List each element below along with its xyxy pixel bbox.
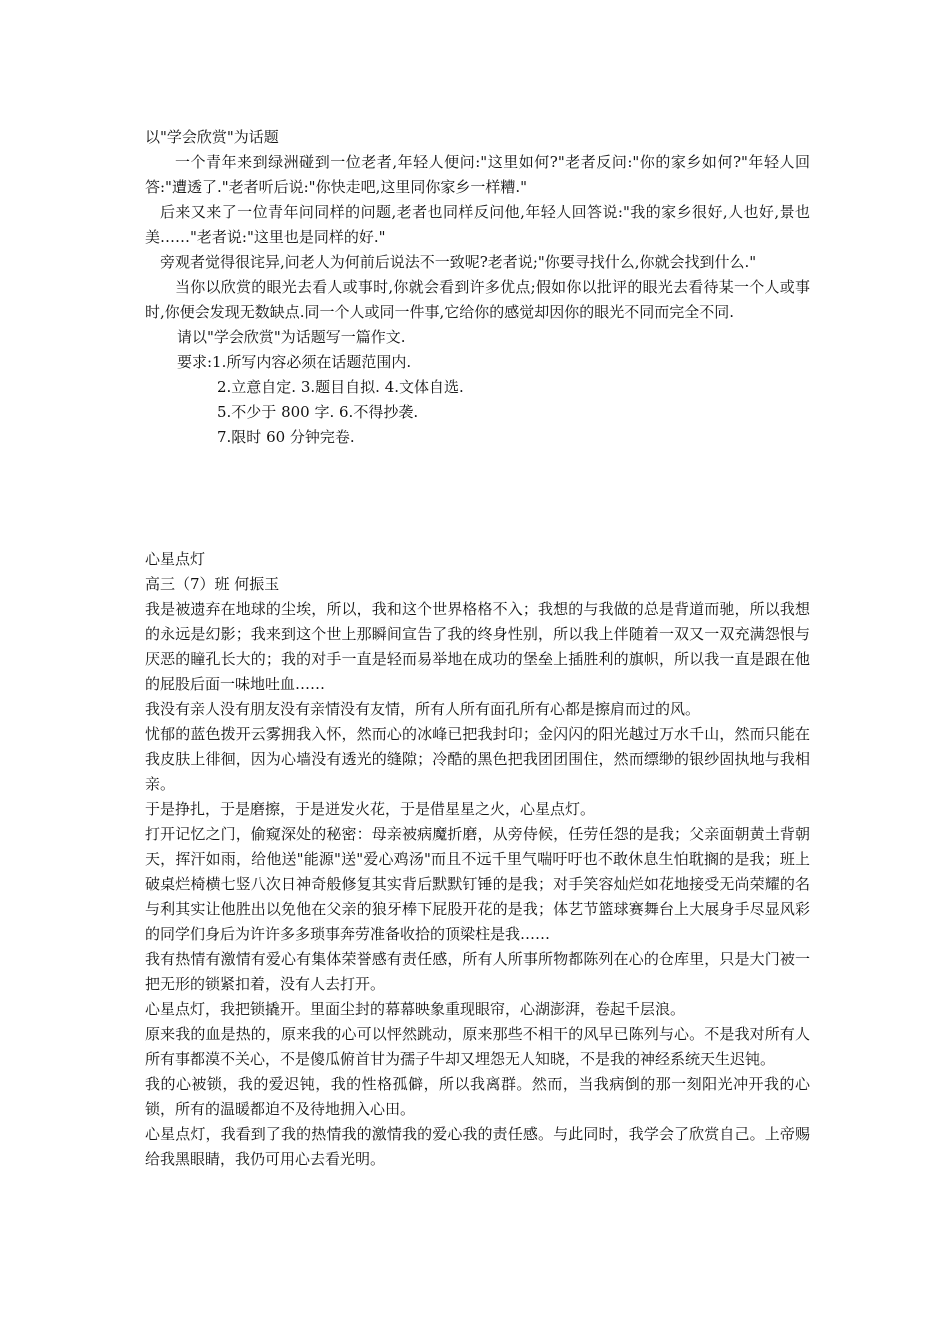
requirement-2: 2.立意自定. 3.题目自拟. 4.文体自选. — [217, 378, 464, 396]
essay-paragraph: 我有热情有激情有爱心有集体荣誉感有责任感，所有人所事所物都陈列在心的仓库里，只是大门被一把无形的锁紧扣着，没有人去打开。 — [145, 950, 810, 993]
essay-paragraph: 原来我的血是热的，原来我的心可以怦然跳动，原来那些不相干的风早已陈列与心。不是我对所有人所有事都漠不关心，不是傻瓜俯首甘为孺子牛却又埋怨无人知晓，不是我的神经系统天生迟钝。 — [145, 1025, 810, 1068]
requirement-1: 要求:1.所写内容必须在话题范围内. — [177, 353, 412, 371]
essay-paragraph: 忧郁的蓝色拨开云雾拥我入怀，然而心的冰峰已把我封印；金闪闪的阳光越过万水千山，然而只能在我皮肤上徘徊，因为心墙没有透光的缝隙；冷酷的黑色把我团团围住，然而缥缈的银纱固执地与我相亲。 — [145, 725, 810, 793]
essay-paragraph: 我的心被锁，我的爱迟钝，我的性格孤僻，所以我离群。然而，当我病倒的那一刻阳光冲开我的心锁，所有的温暖都迫不及待地拥入心田。 — [145, 1075, 810, 1118]
requirement-3: 5.不少于 800 字. 6.不得抄袭. — [217, 403, 419, 421]
essay-author: 高三（7）班 何振玉 — [145, 575, 280, 593]
prompt-paragraph-4: 当你以欣赏的眼光去看人或事时,你就会看到许多优点;假如你以批评的眼光去看待某一个人或事时,你便会发现无数缺点.同一个人或同一件事,它给你的感觉却因你的眼光不同而完全不同. — [145, 278, 810, 321]
essay-title: 心星点灯 — [145, 550, 206, 568]
essay-paragraph: 我是被遗弃在地球的尘埃，所以，我和这个世界格格不入；我想的与我做的总是背道而驰，所以我想的永远是幻影；我来到这个世上那瞬间宣告了我的终身性别，所以我上伴随着一双又一双充满怨恨与厌恶的瞳孔长大的；我的对手一直是轻而易举地在成功的堡垒上插胜利的旗帜，所以我一直是跟在他的屁股后面一味地吐血…… — [145, 600, 810, 693]
prompt-paragraph-3: 旁观者觉得很诧异,问老人为何前后说法不一致呢?老者说;"你要寻找什么,你就会找到什么." — [160, 253, 757, 271]
prompt-title: 以"学会欣赏"为话题 — [145, 128, 279, 146]
prompt-paragraph-2: 后来又来了一位青年问同样的问题,老者也同样反问他,年轻人回答说:"我的家乡很好,人也好,景也美……"老者说:"这里也是同样的好." — [145, 203, 810, 246]
prompt-instruction: 请以"学会欣赏"为话题写一篇作文. — [177, 328, 406, 346]
prompt-paragraph-1: 一个青年来到绿洲碰到一位老者,年轻人便问:"这里如何?"老者反问:"你的家乡如何?"年轻人回答:"遭透了."老者听后说:"你快走吧,这里同你家乡一样糟." — [145, 153, 810, 196]
prompt-section — [145, 125, 810, 450]
essay-paragraph: 我没有亲人没有朋友没有亲情没有友情，所有人所有面孔所有心都是擦肩而过的风。 — [145, 700, 701, 718]
essay-paragraph: 打开记忆之门，偷窥深处的秘密：母亲被病魔折磨，从旁侍候，任劳任怨的是我；父亲面朝黄土背朝天，挥汗如雨，给他送"能源"送"爱心鸡汤"而且不远千里气喘吁吁也不敢休息生怕耽搁的是我；班上破桌烂椅横七竖八次日神奇般修复其实背后默默钉锤的是我；对手笑容灿烂如花地接受无尚荣耀的名与利其实让他胜出以免他在父亲的狼牙棒下屁股开花的是我；体艺节篮球赛舞台上大展身手尽显风彩的同学们身后为许许多多琐事奔劳准备收拾的顶梁柱是我…… — [145, 825, 810, 943]
essay-paragraph: 于是挣扎，于是磨擦，于是迸发火花，于是借星星之火，心星点灯。 — [145, 800, 596, 818]
essay-section — [145, 547, 810, 1172]
requirement-4: 7.限时 60 分钟完卷. — [217, 428, 355, 446]
essay-paragraph: 心星点灯，我把锁撬开。里面尘封的幕幕映象重现眼帘，心湖澎湃，卷起千层浪。 — [145, 1000, 686, 1018]
essay-paragraph: 心星点灯，我看到了我的热情我的激情我的爱心我的责任感。与此同时，我学会了欣赏自己。上帝赐给我黑眼睛，我仍可用心去看光明。 — [145, 1125, 810, 1168]
